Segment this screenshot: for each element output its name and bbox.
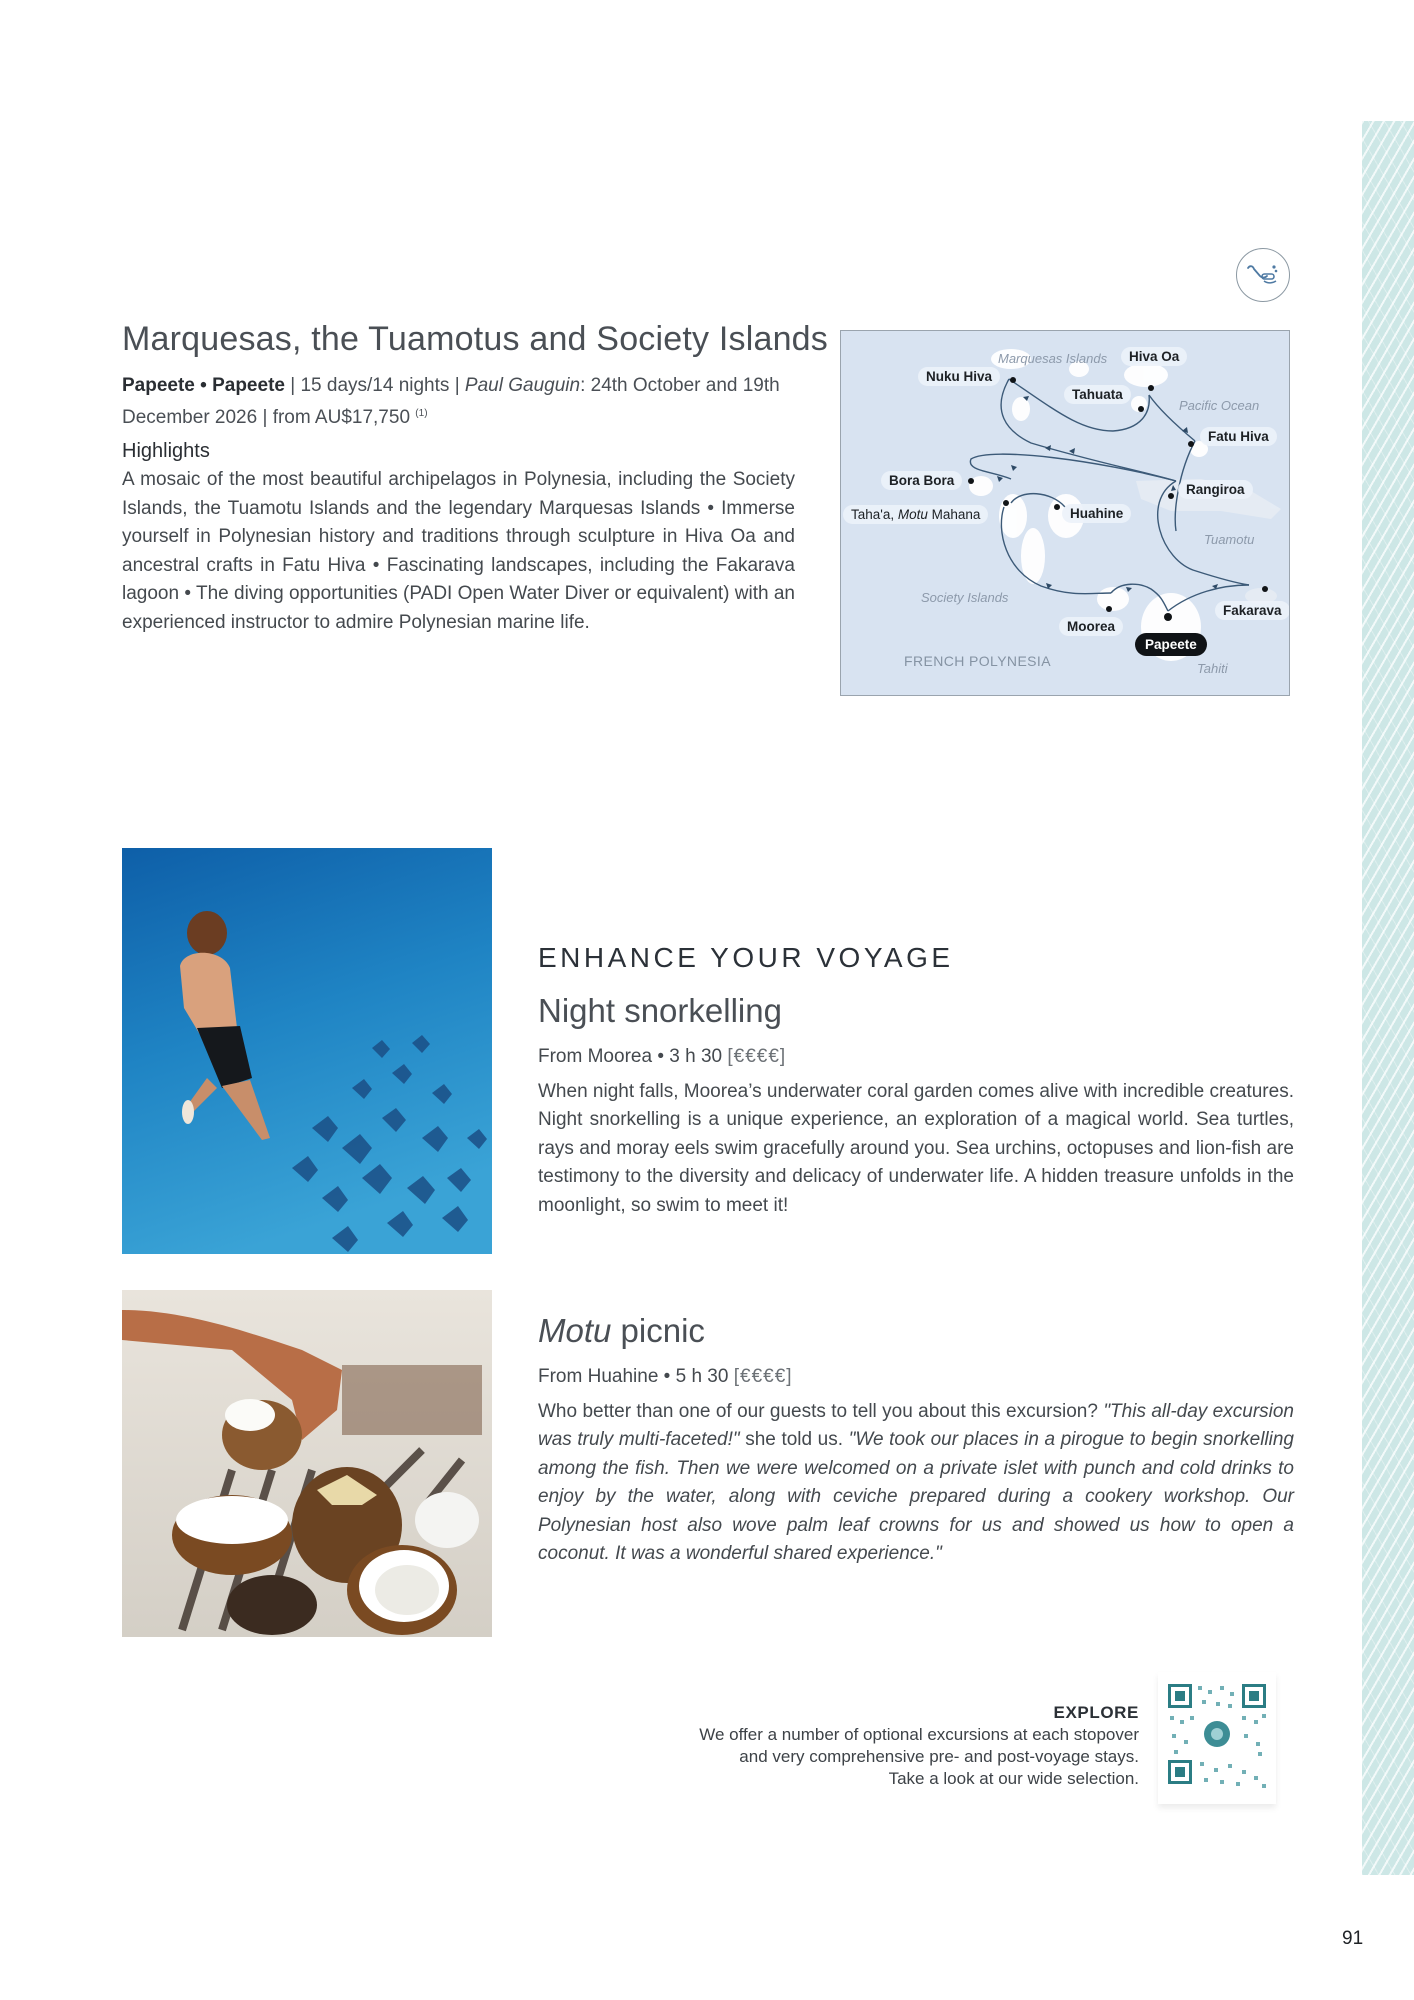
tahaa-suffix: Mahana bbox=[927, 507, 981, 522]
route-map bbox=[840, 330, 1290, 696]
excursion-origin: From Huahine bbox=[538, 1366, 659, 1387]
excursion-duration: 5 h 30 bbox=[675, 1366, 729, 1387]
explore-block bbox=[699, 1702, 1139, 1790]
port-label-fakarava: Fakarava bbox=[1215, 601, 1290, 620]
description-intro: Who better than one of our guests to tell you about this excursion? bbox=[538, 1401, 1104, 1422]
port-label-tahuata: Tahuata bbox=[1064, 385, 1131, 404]
guest-quote-2: "We took our places in a pirogue to begin snorkelling among the fish. Then we were welcomed on a private islet with punch and cold drinks to enjoy by the water, along with ceviche prepared during a cookery workshop. Our Polynesian host also wove palm leaf crowns for us and showed us how to open a coconut. It was a wonderful shared experience." bbox=[538, 1429, 1295, 1565]
ship-name: Paul Gauguin bbox=[464, 375, 581, 396]
bullet-separator: • bbox=[663, 1366, 676, 1387]
qr-code-icon bbox=[1158, 1672, 1276, 1804]
scuba-diver-badge bbox=[1236, 248, 1290, 302]
title-italic-motu: Motu bbox=[538, 1312, 612, 1349]
price-level-indicator: [€€€€] bbox=[727, 1046, 787, 1067]
port-label-tahaa bbox=[843, 505, 988, 524]
separator: | bbox=[454, 375, 465, 396]
excursion-duration: 3 h 30 bbox=[669, 1046, 723, 1067]
port-label-moorea: Moorea bbox=[1059, 617, 1123, 636]
bullet-separator: • bbox=[657, 1046, 670, 1067]
itinerary-duration: 15 days/14 nights bbox=[300, 375, 450, 396]
excursion-meta-motu-picnic bbox=[538, 1366, 793, 1388]
explore-label: EXPLORE bbox=[1053, 1703, 1139, 1722]
port-label-rangiroa: Rangiroa bbox=[1178, 480, 1253, 499]
enhance-heading: ENHANCE YOUR VOYAGE bbox=[538, 942, 954, 973]
port-label-huahine: Huahine bbox=[1062, 504, 1131, 523]
explore-line-1: We offer a number of optional excursions at each stopover bbox=[699, 1725, 1139, 1744]
snorkeller-with-rays-photo bbox=[122, 848, 492, 1254]
price-footnote: (1) bbox=[415, 408, 428, 419]
departure-dates: : 24th October and 19th December 2026 bbox=[122, 375, 780, 428]
tahaa-name: Taha'a, bbox=[851, 507, 898, 522]
itinerary-title: Marquesas, the Tuamotus and Society Islands bbox=[122, 320, 828, 358]
explore-line-2: and very comprehensive pre- and post-voyage stays. bbox=[739, 1747, 1139, 1766]
separator: | bbox=[262, 407, 273, 428]
excursion-description-motu-picnic bbox=[538, 1398, 1294, 1568]
region-label-tahiti: Tahiti bbox=[1197, 661, 1228, 676]
country-label: FRENCH POLYNESIA bbox=[904, 653, 1051, 669]
description-mid: she told us. bbox=[739, 1429, 849, 1451]
highlights-label: Highlights bbox=[122, 440, 210, 462]
excursion-title-night-snorkelling: Night snorkelling bbox=[538, 992, 782, 1029]
title-rest: picnic bbox=[611, 1312, 705, 1349]
port-label-hiva-oa: Hiva Oa bbox=[1121, 347, 1187, 366]
port-label-fatu-hiva: Fatu Hiva bbox=[1200, 427, 1277, 446]
excursion-meta-night-snorkelling bbox=[538, 1046, 786, 1068]
region-label-marquesas: Marquesas Islands bbox=[998, 351, 1108, 366]
region-label-tuamotu: Tuamotu bbox=[1204, 532, 1255, 547]
region-label-pacific: Pacific Ocean bbox=[1179, 398, 1260, 413]
coconuts-photo bbox=[122, 1290, 492, 1637]
explore-line-3: Take a look at our wide selection. bbox=[888, 1769, 1139, 1788]
excursion-title-motu-picnic bbox=[538, 1312, 705, 1350]
port-label-nuku-hiva: Nuku Hiva bbox=[918, 367, 1000, 386]
itinerary-price: from AU$17,750 bbox=[272, 407, 411, 428]
price-level-indicator: [€€€€] bbox=[733, 1366, 793, 1387]
region-label-society: Society Islands bbox=[921, 590, 1009, 605]
port-label-bora-bora: Bora Bora bbox=[881, 471, 962, 490]
excursion-origin: From Moorea bbox=[538, 1046, 653, 1067]
qr-code[interactable] bbox=[1158, 1672, 1276, 1804]
itinerary-route: Papeete • Papeete bbox=[122, 375, 285, 396]
scuba-diver-icon bbox=[1245, 262, 1281, 288]
guest-quote-1: "This all-day excursion was truly multi-faceted!" bbox=[538, 1401, 1294, 1451]
port-label-papeete: Papeete bbox=[1135, 633, 1207, 656]
page-number: 91 bbox=[1342, 1928, 1364, 1949]
itinerary-details bbox=[122, 372, 802, 432]
highlights-text: A mosaic of the most beautiful archipelagos in Polynesia, including the Society Islands, the Tuamotu Islands and the legendary Marquesas Islands • Immerse yourself in Polynesian history and traditions through sculpture in Hiva Oa and ancestral crafts in Fatu Hiva • Fascinating landscapes, including the Fakarava lagoon • The diving opportunities (PADI Open Water Diver or equivalent) with an experienced instructor to admire Polynesian marine life. bbox=[122, 469, 795, 633]
excursion-description-night-snorkelling: When night falls, Moorea’s underwater coral garden comes alive with incredible creatures. Night snorkelling is a unique experience, an exploration of a magical world. Sea turtles, rays and moray eels swim gracefully around you. Sea urchins, octopuses and lion-fish are testimony to the diversity and delicacy of underwater life. A hidden treasure unfolds in the moonlight, so swim to meet it! bbox=[538, 1081, 1294, 1216]
separator: | bbox=[290, 375, 301, 396]
tahaa-motu: Motu bbox=[897, 507, 928, 522]
decorative-wave-strip bbox=[1362, 121, 1414, 1875]
